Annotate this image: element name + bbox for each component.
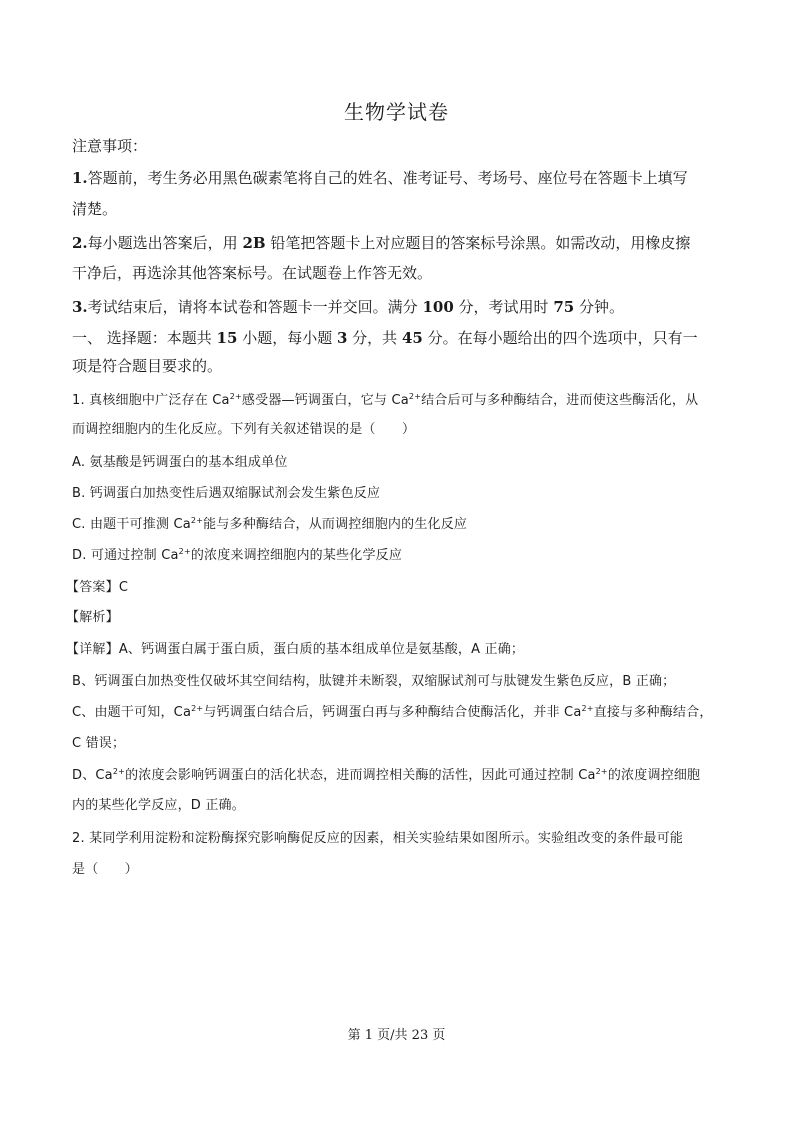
answer-label: 【答案】	[66, 580, 119, 595]
section-1-heading	[72, 327, 732, 348]
q1-option-c-sup: 2+	[190, 516, 204, 525]
notice-item-3-minutes: 75	[553, 298, 575, 316]
detail-a	[66, 638, 726, 657]
q1-option-d	[72, 544, 732, 563]
detail-d-c: 的浓度调控细胞	[607, 768, 701, 783]
notice-item-1-cont: 清楚。	[72, 200, 118, 218]
notice-item-3-number: 3.	[72, 298, 88, 316]
q1-stem-b: 感受器—钙调蛋白，它与 Ca	[241, 393, 409, 408]
answer-value: C	[118, 580, 129, 595]
exam-title: 生物学试卷	[344, 100, 449, 124]
q1-option-c	[72, 513, 732, 532]
notice-item-2-text-c: 铅笔把答题卡上对应题目的答案标号涂黑。如需改动，用橡皮擦	[265, 234, 691, 252]
question-1-stem	[72, 389, 732, 408]
detail-d-cont: 内的某些化学反应，D 正确。	[72, 798, 245, 813]
q1-option-d-a: D. 可通过控制 Ca	[72, 548, 179, 563]
notice-item-1-text: 答题前，考生务必用黑色碳素笔将自己的姓名、准考证号、考场号、座位号在答题卡上填写	[87, 169, 688, 187]
section-1-text-c: 小题，每小题	[237, 329, 337, 347]
detail-c	[72, 701, 732, 720]
section-1-total: 45	[401, 329, 423, 347]
notice-item-2-text-a: 每小题选出答案后，用	[87, 234, 243, 252]
detail-d-b: 的浓度会影响钙调蛋白的活化状态，进而调控相关酶的活性，因此可通过控制 Ca	[125, 768, 596, 783]
notice-item-3-text-a: 考试结束后，请将本试卷和答题卡一并交回。满分	[87, 298, 423, 316]
q1-option-d-sup: 2+	[178, 547, 191, 556]
section-1-points-each: 3	[336, 329, 348, 347]
notice-item-2	[72, 232, 732, 253]
detail-label: 【详解】	[66, 642, 119, 657]
notice-item-2-number: 2.	[72, 234, 88, 252]
detail-c-b: 与钙调蛋白结合后，钙调蛋白再与多种酶结合使酶活化，并非 Ca	[203, 705, 582, 720]
q1-sup-2: 2+	[408, 392, 422, 401]
page-footer: 第 1 页/共 23 页	[347, 1028, 446, 1043]
detail-d-sup-1: 2+	[112, 767, 126, 776]
question-2-stem-cont: 是（ ）	[72, 862, 139, 877]
q1-stem-c: 结合后可与多种酶结合，进而使这些酶活化，从	[421, 393, 699, 408]
notice-item-3-text-e: 分钟。	[574, 298, 624, 316]
notice-item-1	[72, 167, 732, 188]
section-1-text-g: 分。在每小题给出的四个选项中，只有一	[422, 329, 698, 347]
q1-answer	[66, 576, 726, 595]
detail-a-text: A、钙调蛋白属于蛋白质，蛋白质的基本组成单位是氨基酸，A 正确；	[118, 642, 525, 657]
detail-d-a: D、Ca	[72, 768, 113, 783]
q1-option-a: A. 氨基酸是钙调蛋白的基本组成单位	[72, 455, 288, 470]
detail-c-cont: C 错误；	[72, 736, 126, 751]
question-1-stem-cont: 而调控细胞内的生化反应。下列有关叙述错误的是（ ）	[72, 422, 416, 437]
notice-item-3	[72, 296, 732, 317]
q1-option-c-a: C. 由题干可推测 Ca	[72, 517, 191, 532]
q1-option-c-b: 能与多种酶结合，从而调控细胞内的生化反应	[203, 517, 468, 532]
detail-c-sup-1: 2+	[191, 704, 204, 713]
notice-item-1-number: 1.	[72, 169, 88, 187]
section-1-count: 15	[216, 329, 238, 347]
q1-option-d-b: 的浓度来调控细胞内的某些化学反应	[190, 548, 403, 563]
analysis-label: 【解析】	[66, 610, 119, 625]
detail-c-sup-2: 2+	[581, 704, 594, 713]
detail-c-a: C、由题干可知，Ca	[72, 705, 192, 720]
detail-d	[72, 764, 732, 783]
notice-item-2-cont: 干净后，再选涂其他答案标号。在试题卷上作答无效。	[72, 264, 433, 282]
q1-sup-1: 2+	[229, 392, 242, 401]
q1-stem-a: 1. 真核细胞中广泛存在 Ca	[72, 393, 230, 408]
notice-item-3-text-c: 分，考试用时	[453, 298, 554, 316]
section-1-heading-cont: 项是符合题目要求的。	[72, 357, 223, 375]
notice-item-2-pencil: 2B	[242, 234, 266, 252]
notice-heading: 注意事项：	[72, 137, 148, 155]
detail-b: B、钙调蛋白加热变性仅破坏其空间结构，肽键并未断裂，双缩脲试剂可与肽键发生紫色反应，B 正确；	[72, 674, 676, 689]
q1-option-b: B. 钙调蛋白加热变性后遇双缩脲试剂会发生紫色反应	[72, 486, 381, 501]
notice-item-3-score: 100	[422, 298, 454, 316]
detail-c-c: 直接与多种酶结合，	[593, 705, 713, 720]
section-1-text-e: 分，共	[347, 329, 402, 347]
question-2-stem: 2. 某同学利用淀粉和淀粉酶探究影响酶促反应的因素，相关实验结果如图所示。实验组改变的条件最可能	[72, 831, 684, 846]
detail-d-sup-2: 2+	[595, 767, 608, 776]
section-1-text-a: 一、 选择题：本题共	[72, 329, 217, 347]
